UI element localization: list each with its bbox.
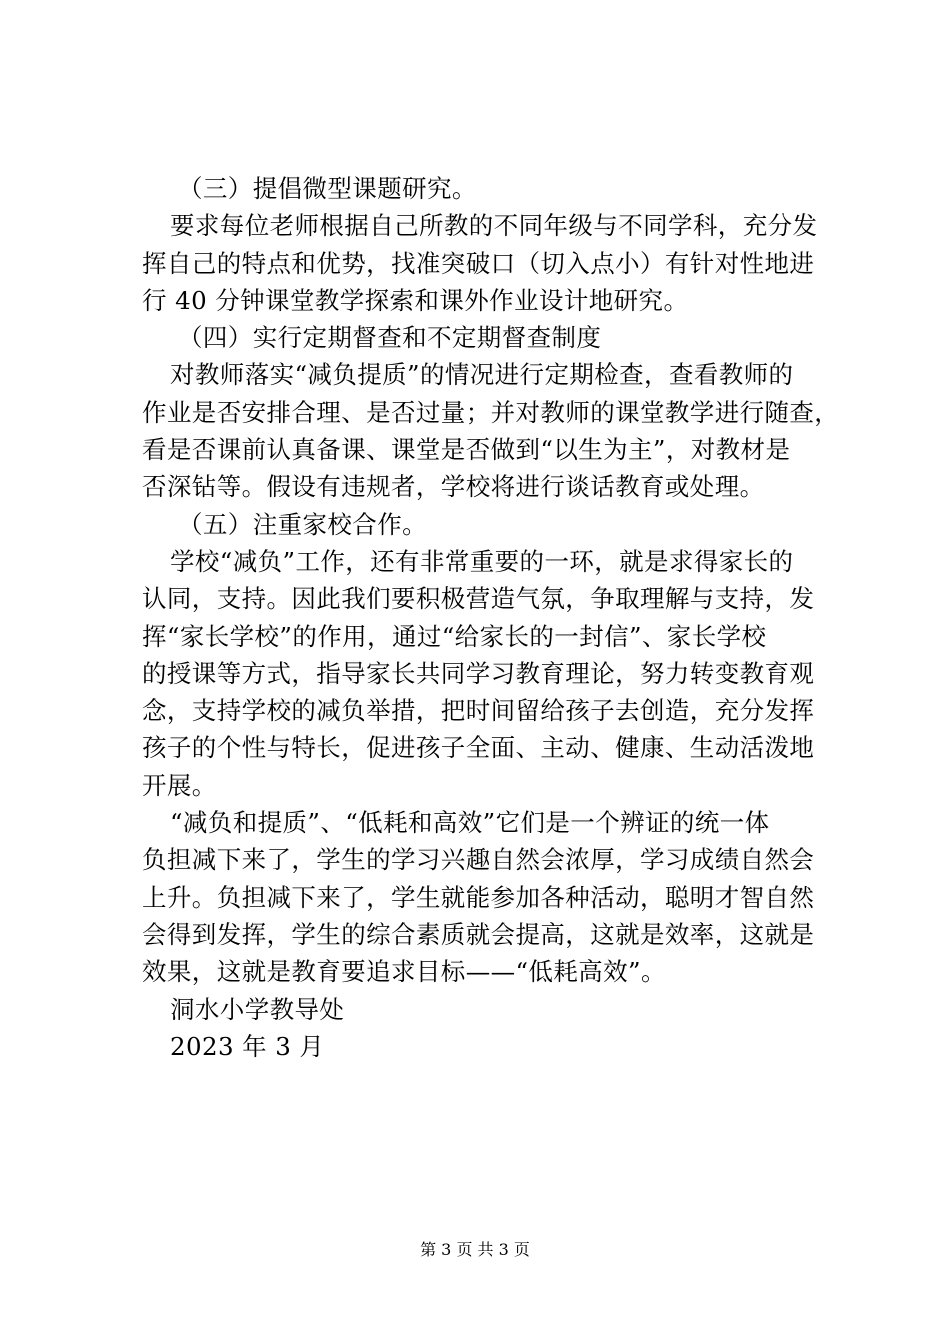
paragraph-line: 挥自己的特点和优势，找准突破口（切入点小）有针对性地进 [142, 248, 815, 278]
paragraph-line: 的授课等方式，指导家长共同学习教育理论，努力转变教育观 [142, 658, 815, 688]
paragraph-line: 孩子的个性与特长，促进孩子全面、主动、健康、生动活泼地 [142, 733, 815, 763]
paragraph-line: 会得到发挥，学生的综合素质就会提高，这就是效率，这就是 [142, 919, 815, 949]
paragraph-line: 挥“家长学校”的作用，通过“给家长的一封信”、家长学校 [142, 621, 767, 651]
paragraph-line: 看是否课前认真备课、课堂是否做到“以生为主”，对教材是 [142, 435, 791, 465]
paragraph-line: 效果，这就是教育要追求目标——“低耗高效”。 [142, 957, 666, 987]
paragraph-line: 要求每位老师根据自己所教的不同年级与不同学科，充分发 [170, 211, 818, 241]
paragraph-line: 对教师落实“减负提质”的情况进行定期检查，查看教师的 [170, 360, 794, 390]
paragraph-line: “减负和提质”、“低耗和高效”它们是一个辨证的统一体 [170, 808, 770, 838]
section-heading-3: （三）提倡微型课题研究。 [178, 174, 477, 203]
signature-date: 2023 年 3 月 [170, 1031, 325, 1061]
paragraph-line: 开展。 [142, 770, 217, 800]
signature-org: 洞水小学教导处 [170, 994, 345, 1024]
paragraph-line: 认同，支持。因此我们要积极营造气氛，争取理解与支持，发 [142, 584, 815, 614]
document-body [142, 170, 842, 1065]
paragraph-line: 学校“减负”工作，还有非常重要的一环，就是求得家长的 [170, 546, 794, 576]
paragraph-line: 负担减下来了，学生的学习兴趣自然会浓厚，学习成绩自然会 [142, 845, 815, 875]
section-heading-4: （四）实行定期督查和不定期督查制度 [178, 323, 602, 353]
paragraph-line: 否深钻等。假设有违规者，学校将进行谈话教育或处理。 [142, 472, 765, 502]
paragraph-line: 上升。负担减下来了，学生就能参加各种活动，聪明才智自然 [142, 882, 815, 912]
paragraph-line: 行 40 分钟课堂教学探索和课外作业设计地研究。 [142, 285, 689, 315]
paragraph-line: 作业是否安排合理、是否过量；并对教师的课堂教学进行随查， [142, 397, 840, 427]
section-heading-5: （五）注重家校合作。 [178, 509, 427, 539]
page-footer: 第 3 页 共 3 页 [420, 1240, 530, 1259]
paragraph-line: 念，支持学校的减负举措，把时间留给孩子去创造，充分发挥 [142, 696, 815, 726]
